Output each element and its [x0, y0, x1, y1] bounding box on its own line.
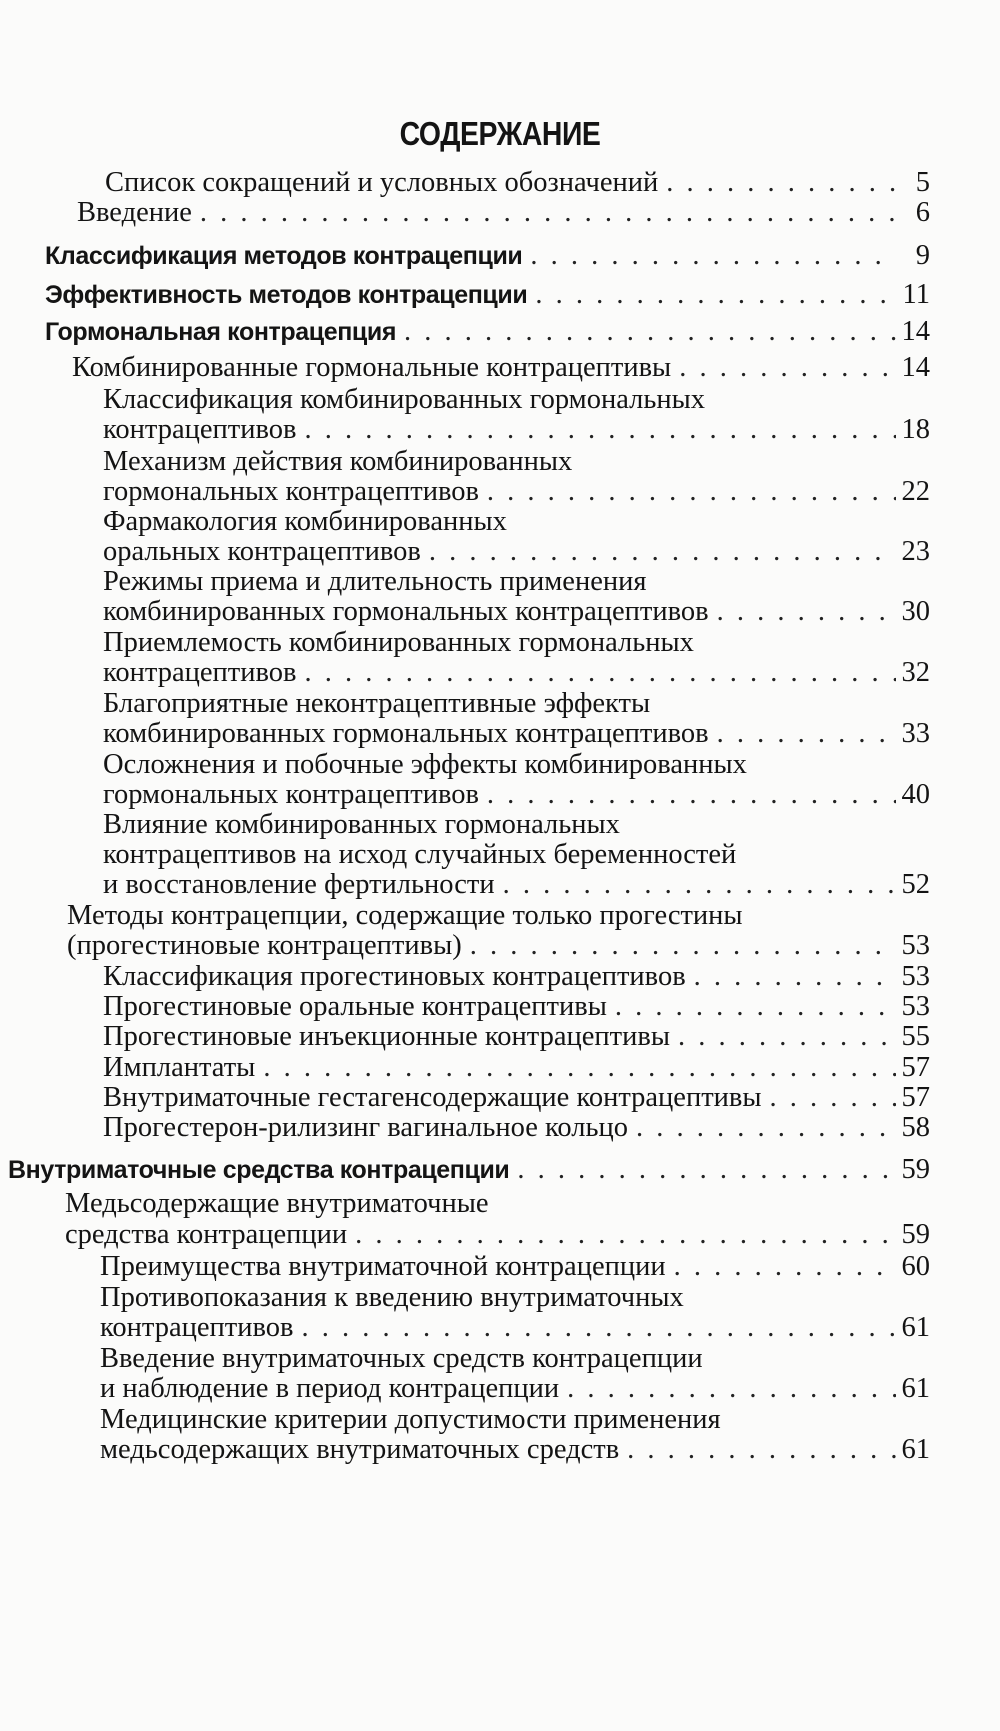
toc-entry-line1: Методы контрацепции, содержащие только прогестины [67, 900, 743, 931]
dot-leader [200, 197, 896, 229]
toc-entry[interactable]: гормональных контрацептивов . . . 40 [103, 779, 930, 811]
toc-entry[interactable]: Прогестиновые инъекционные контрацептивы . . . 55 [103, 1021, 930, 1053]
toc-entry[interactable]: контрацептивов . . . 18 [103, 414, 930, 446]
page-number: 14 [901, 316, 930, 347]
dot-leader [301, 1312, 895, 1344]
page-number: 59 [901, 1154, 930, 1185]
toc-entry[interactable]: Список сокращений и условных обозначений . . . 5 [105, 167, 930, 199]
dot-leader [503, 869, 896, 901]
page-number: 9 [915, 240, 930, 271]
toc-section[interactable]: Классификация методов контрацепции . . . 9 [45, 240, 930, 272]
toc-entry-line1: Противопоказания к введению внутриматочных [100, 1282, 684, 1313]
toc-entry[interactable]: комбинированных гормональных контрацептивов . . . 33 [103, 718, 930, 750]
toc-entry[interactable]: Комбинированные гормональные контрацептивы . . . 14 [72, 352, 930, 384]
toc-entry-line1: Режимы приема и длительность применения [103, 566, 647, 597]
dot-leader [263, 1052, 895, 1084]
dot-leader [470, 930, 896, 962]
toc-entry[interactable]: средства контрацепции . . . 59 [65, 1219, 930, 1251]
page-number: 61 [901, 1312, 930, 1343]
dot-leader [678, 1021, 896, 1053]
toc-entry-line1: Благоприятные неконтрацептивные эффекты [103, 688, 651, 719]
page-number: 40 [901, 779, 930, 810]
toc-entry-line1: Механизм действия комбинированных [103, 446, 573, 477]
page-number: 30 [901, 596, 930, 627]
page-number: 57 [901, 1052, 930, 1083]
dot-leader [679, 352, 895, 384]
page-number: 52 [901, 869, 930, 900]
dot-leader [770, 1082, 896, 1114]
page-number: 58 [901, 1112, 930, 1143]
toc-entry-line1: Приемлемость комбинированных гормональных [103, 627, 694, 658]
toc-entry-line1: Медьсодержащие внутриматочные [65, 1188, 489, 1219]
dot-leader [355, 1219, 895, 1251]
dot-leader [636, 1112, 896, 1144]
dot-leader [304, 657, 895, 689]
toc-entry[interactable]: Прогестерон-рилизинг вагинальное кольцо . . . 58 [103, 1112, 930, 1144]
dot-leader [530, 240, 896, 272]
page-number: 61 [901, 1373, 930, 1404]
page-number: 32 [901, 657, 930, 688]
toc-entry-line1: Медицинские критерии допустимости применения [100, 1404, 721, 1435]
dot-leader [694, 961, 896, 993]
toc-section[interactable]: Внутриматочные средства контрацепции . . . 59 [8, 1154, 930, 1186]
toc-entry[interactable]: контрацептивов . . . 32 [103, 657, 930, 689]
page-number: 33 [901, 718, 930, 749]
dot-leader [615, 991, 896, 1023]
toc-section[interactable]: Эффективность методов контрацепции . . . 11 [45, 279, 930, 311]
toc-entry[interactable]: гормональных контрацептивов . . . 22 [103, 476, 930, 508]
toc-entry[interactable]: Прогестиновые оральные контрацептивы . . . 53 [103, 991, 930, 1023]
dot-leader [717, 718, 896, 750]
dot-leader [717, 596, 896, 628]
dot-leader [567, 1373, 895, 1405]
toc-entry[interactable]: комбинированных гормональных контрацептивов . . . 30 [103, 596, 930, 628]
toc-section[interactable]: Гормональная контрацепция . . . 14 [45, 316, 930, 348]
page-number: 61 [901, 1434, 930, 1465]
toc-entry[interactable]: Преимущества внутриматочной контрацепции . . . 60 [100, 1251, 930, 1283]
page-number: 14 [901, 352, 930, 383]
toc-entry[interactable]: Имплантаты . . . 57 [103, 1052, 930, 1084]
dot-leader [487, 476, 896, 508]
toc-entry[interactable]: и восстановление фертильности . . . 52 [103, 869, 930, 901]
toc-entry-line1: Фармакология комбинированных [103, 506, 507, 537]
dot-leader [404, 316, 895, 348]
toc-entry-line1: Классификация комбинированных гормональных [103, 384, 705, 415]
page-number: 11 [902, 279, 930, 310]
toc-entry[interactable]: Введение . . . 6 [77, 197, 930, 229]
toc-entry[interactable]: медьсодержащих внутриматочных средств . . . 61 [100, 1434, 930, 1466]
toc-entry[interactable]: Классификация прогестиновых контрацептивов . . . 53 [103, 961, 930, 993]
page-number: 55 [901, 1021, 930, 1052]
toc-entry-line1: Осложнения и побочные эффекты комбинированных [103, 749, 747, 780]
page-number: 22 [901, 476, 930, 507]
toc-entry-line1: Влияние комбинированных гормональных [103, 809, 620, 840]
dot-leader [627, 1434, 895, 1466]
toc-entry[interactable]: оральных контрацептивов . . . 23 [103, 536, 930, 568]
toc-entry-line2: контрацептивов на исход случайных беременностей [103, 839, 737, 870]
page-number: 18 [901, 414, 930, 445]
toc-entry[interactable]: контрацептивов . . . 61 [100, 1312, 930, 1344]
page-number: 53 [901, 930, 930, 961]
dot-leader [666, 167, 896, 199]
toc-entry[interactable]: и наблюдение в период контрацепции . . . 61 [100, 1373, 930, 1405]
page-number: 57 [901, 1082, 930, 1113]
dot-leader [674, 1251, 896, 1283]
page-number: 6 [915, 197, 930, 228]
dot-leader [429, 536, 896, 568]
dot-leader [304, 414, 895, 446]
page-number: 5 [915, 167, 930, 198]
dot-leader [535, 279, 896, 311]
page-number: 53 [901, 991, 930, 1022]
page-number: 53 [901, 961, 930, 992]
dot-leader [517, 1154, 895, 1186]
page-number: 60 [901, 1251, 930, 1282]
toc-entry[interactable]: Внутриматочные гестагенсодержащие контрацептивы . . . 57 [103, 1082, 930, 1114]
page-title: СОДЕРЖАНИЕ [399, 115, 601, 152]
toc-entry-line1: Введение внутриматочных средств контрацепции [100, 1343, 703, 1374]
page-number: 23 [901, 536, 930, 567]
dot-leader [487, 779, 896, 811]
toc-entry[interactable]: (прогестиновые контрацептивы) . . . 53 [67, 930, 930, 962]
page-number: 59 [901, 1219, 930, 1250]
